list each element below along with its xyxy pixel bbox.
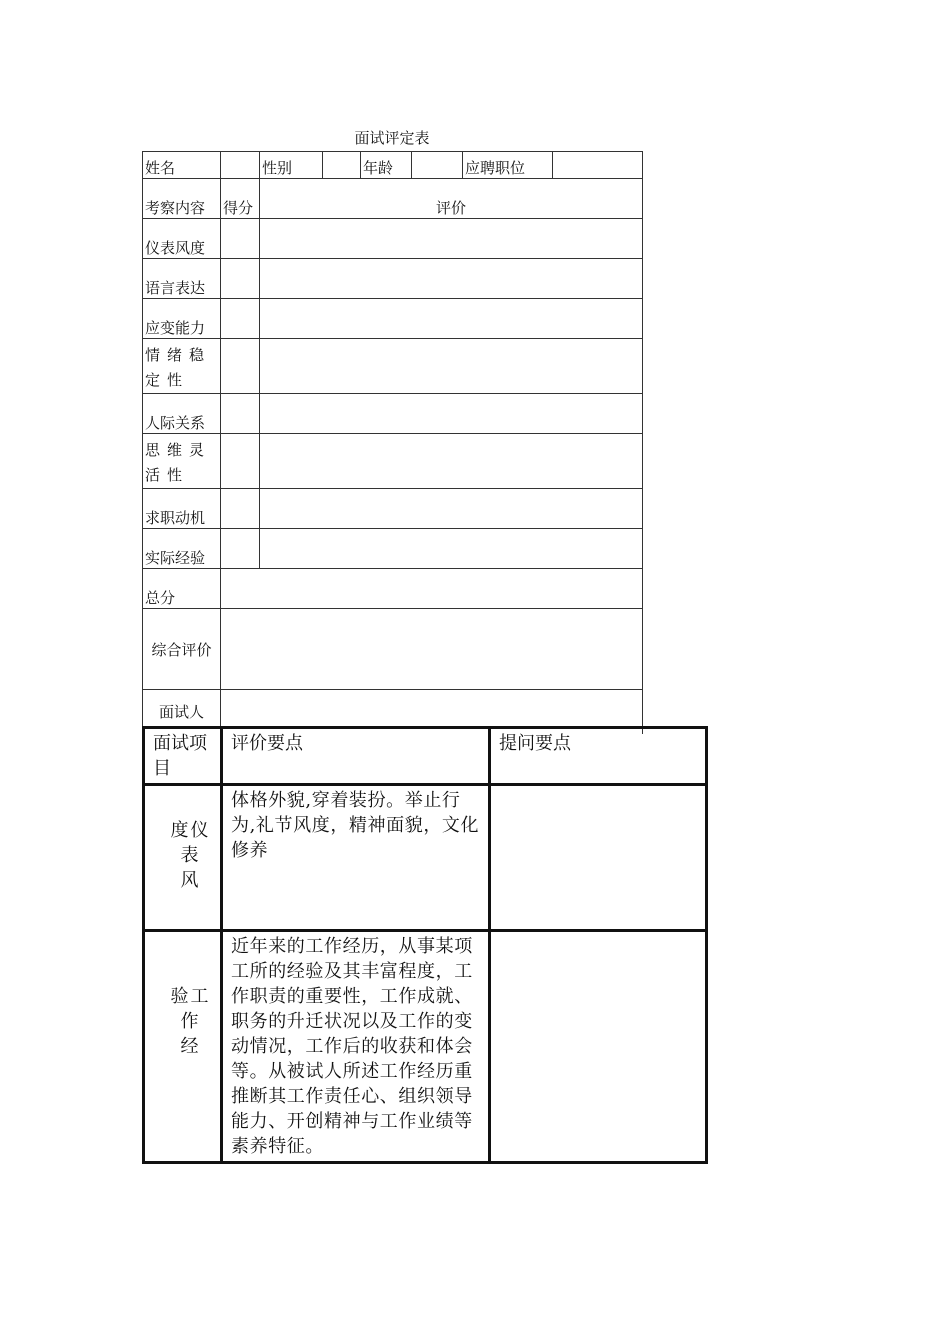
criterion-row [143, 339, 643, 394]
evaluation-column-header: 评价 [260, 179, 643, 219]
content-column-header: 考察内容 [143, 179, 221, 219]
criterion-label: 思维灵活性 [143, 434, 221, 489]
form-title: 面试评定表 [354, 129, 430, 147]
guide-item-text: 经 [180, 1036, 201, 1057]
points-column-header: 评价要点 [222, 728, 490, 785]
score-cell[interactable] [221, 394, 260, 434]
question-points-cell[interactable] [490, 785, 707, 931]
header-row [143, 152, 643, 179]
interview-guide-table [142, 726, 708, 1164]
total-label: 总分 [143, 569, 221, 609]
age-label: 年龄 [361, 152, 412, 179]
guide-item-text: 度仪 [170, 820, 211, 841]
guide-item-text: 风 [180, 870, 201, 891]
interviewer-label: 面试人 [143, 690, 221, 734]
guide-header-row [144, 728, 707, 785]
guide-row [144, 785, 707, 931]
criterion-row [143, 529, 643, 569]
criterion-label: 人际关系 [143, 394, 221, 434]
evaluation-cell[interactable] [260, 394, 643, 434]
evaluation-form-table [142, 151, 643, 734]
gender-field[interactable] [323, 152, 361, 179]
overall-row [143, 609, 643, 690]
name-field[interactable] [221, 152, 260, 179]
question-points-cell[interactable] [490, 931, 707, 1163]
position-label: 应聘职位 [463, 152, 553, 179]
score-cell[interactable] [221, 529, 260, 569]
evaluation-points-cell: 体格外貌,穿着装扮。举止行为,礼节风度，精神面貌，文化修养 [222, 785, 490, 931]
guide-item-text: 验工 [170, 986, 211, 1007]
score-cell[interactable] [221, 339, 260, 394]
criterion-row [143, 259, 643, 299]
evaluation-cell[interactable] [260, 219, 643, 259]
criterion-row [143, 489, 643, 529]
item-column-header: 面试项目 [144, 728, 222, 785]
criterion-row [143, 299, 643, 339]
score-cell[interactable] [221, 219, 260, 259]
gender-label: 性别 [260, 152, 323, 179]
score-cell[interactable] [221, 259, 260, 299]
score-column-header: 得分 [221, 179, 260, 219]
score-cell[interactable] [221, 299, 260, 339]
evaluation-points-cell: 近年来的工作经历，从事某项工所的经验及其丰富程度，工作职责的重要性，工作成就、职务的升迁状况以及工作的变动情况，工作后的收获和体会等。从被试人所述工作经历重推断其工作责任心、组织领导能力、开创精神与工作业绩等素养特征。 [222, 931, 490, 1163]
total-row [143, 569, 643, 609]
guide-item-cell [144, 931, 222, 1163]
overall-field[interactable] [221, 609, 643, 690]
criterion-label: 语言表达 [143, 259, 221, 299]
evaluation-cell[interactable] [260, 529, 643, 569]
guide-row [144, 931, 707, 1163]
score-cell[interactable] [221, 434, 260, 489]
criterion-label: 应变能力 [143, 299, 221, 339]
evaluation-cell[interactable] [260, 339, 643, 394]
guide-item-cell [144, 785, 222, 931]
evaluation-cell[interactable] [260, 434, 643, 489]
guide-item-text: 表 [180, 845, 201, 866]
evaluation-cell[interactable] [260, 489, 643, 529]
questions-column-header: 提问要点 [490, 728, 707, 785]
age-field[interactable] [412, 152, 463, 179]
criterion-row [143, 434, 643, 489]
name-label: 姓名 [143, 152, 221, 179]
overall-label: 综合评价 [143, 609, 221, 690]
criterion-label: 情绪稳定性 [143, 339, 221, 394]
criterion-row [143, 394, 643, 434]
criterion-row [143, 219, 643, 259]
evaluation-cell[interactable] [260, 299, 643, 339]
criterion-label: 仪表风度 [143, 219, 221, 259]
score-cell[interactable] [221, 489, 260, 529]
total-field[interactable] [221, 569, 643, 609]
criterion-label: 求职动机 [143, 489, 221, 529]
evaluation-cell[interactable] [260, 259, 643, 299]
position-field[interactable] [553, 152, 643, 179]
guide-item-text: 作 [180, 1011, 201, 1032]
column-header-row [143, 179, 643, 219]
criterion-label: 实际经验 [143, 529, 221, 569]
